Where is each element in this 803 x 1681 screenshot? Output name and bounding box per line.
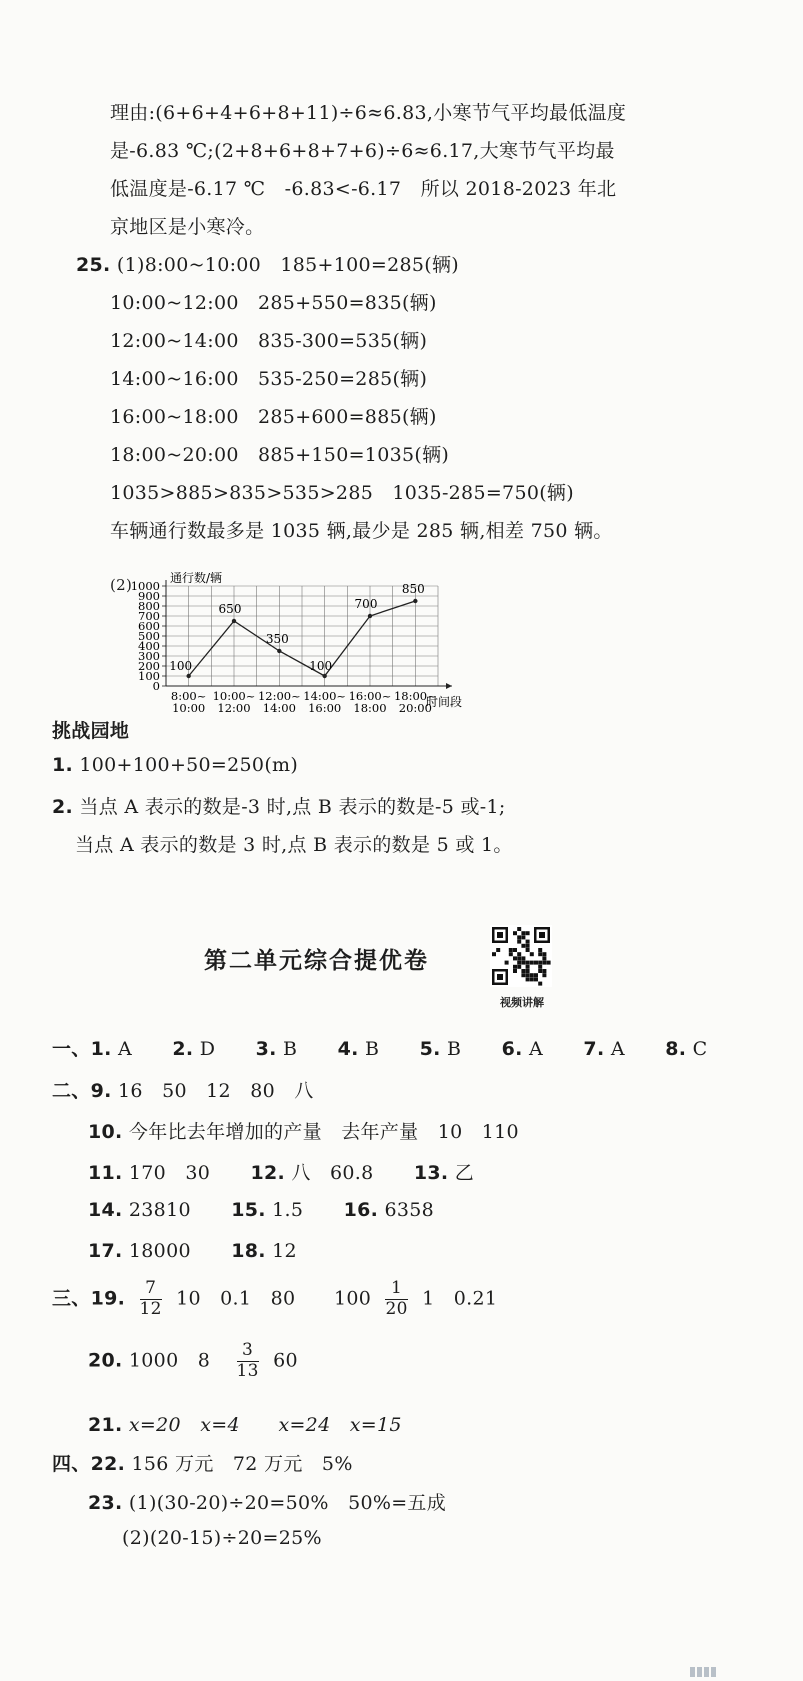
s3-q19-fraction-2: [385, 1280, 407, 1319]
s1-q4-number: 4.: [337, 1038, 359, 1060]
s1-q1-answer: A: [118, 1038, 133, 1060]
section-3-label: 三、: [52, 1287, 91, 1310]
data-label-3: 100: [309, 659, 333, 673]
x-tick-label-top-1: 10:00~: [212, 689, 256, 703]
y-tick-label-0: 0: [152, 679, 160, 693]
page-edge-marks: [690, 1662, 718, 1681]
challenge-q2: [52, 792, 506, 819]
s1-q3-number: 3.: [255, 1038, 277, 1060]
reason-line-4: 京地区是小寒冷。: [110, 216, 265, 238]
y-tick-label-400: 400: [138, 639, 160, 653]
chart-grid: [162, 586, 438, 686]
s3-q21: [88, 1410, 402, 1437]
s1-q4-answer: B: [365, 1038, 380, 1060]
data-label-2: 350: [265, 632, 289, 646]
x-tick-label-top-5: 18:00~: [393, 689, 437, 703]
q25-part-2: (2): [110, 576, 133, 594]
s2-q10-answer: 今年比去年增加的产量 去年产量 10 110: [128, 1121, 519, 1143]
qr-code-icon[interactable]: [490, 925, 552, 987]
s3-q21-answer: x=20 x=4 x=24 x=15: [128, 1414, 402, 1436]
s2-q9-answer: 16 50 12 80 八: [118, 1080, 314, 1102]
x-tick-label-bottom-2: 14:00: [262, 701, 296, 715]
data-label-0: 100: [169, 659, 193, 673]
s3-q20-pre: 1000 8: [128, 1349, 211, 1372]
s3-q20: [88, 1342, 298, 1381]
data-point-5: [413, 599, 417, 603]
challenge-q2-number: 2.: [52, 796, 74, 818]
section-4-label: 四、: [52, 1453, 91, 1475]
q25-row-1-text: (1)8:00~10:00 185+100=285(辆): [116, 254, 460, 276]
s3-q19-f1-denominator: 12: [139, 1298, 162, 1319]
s1-q3-answer: B: [283, 1038, 298, 1060]
s2-q11-13: [88, 1158, 474, 1185]
x-axis-arrow: [446, 683, 452, 689]
x-tick-label-top-0: 8:00~: [170, 689, 207, 703]
s3-q19-number: 19.: [90, 1287, 126, 1310]
q25-row-8: 车辆通行数最多是 1035 辆,最少是 285 辆,相差 750 辆。: [110, 520, 613, 542]
s2-q13-number: 13.: [413, 1162, 449, 1184]
q25-row-1: [76, 250, 459, 277]
y-tick-label-500: 500: [138, 629, 160, 643]
s2-q10-number: 10.: [88, 1121, 123, 1143]
s2-q17-number: 17.: [88, 1240, 123, 1262]
s1-q7-answer: A: [610, 1038, 625, 1060]
s2-q14-16: [88, 1199, 434, 1221]
q25-row-3: 12:00~14:00 835-300=535(辆): [110, 330, 428, 352]
section-1-label: 一、: [52, 1038, 91, 1060]
y-tick-label-700: 700: [138, 609, 160, 623]
s2-q11-answer: 170 30: [128, 1162, 211, 1184]
s4-q22-number: 22.: [90, 1453, 126, 1475]
challenge-q2-text-a: 当点 A 表示的数是-3 时,点 B 表示的数是-5 或-1;: [79, 796, 506, 818]
x-tick-label-bottom-3: 16:00: [308, 701, 342, 715]
q25-row-4: 14:00~16:00 535-250=285(辆): [110, 368, 428, 390]
s2-q10: [88, 1117, 519, 1144]
chart-x-label: 时间段: [426, 695, 463, 709]
s1-q1-number: 1.: [90, 1038, 112, 1060]
challenge-heading: 挑战园地: [52, 720, 130, 742]
s2-q14-answer: 23810: [128, 1199, 191, 1221]
x-tick-label-bottom-0: 10:00: [172, 701, 206, 715]
s2-q17-18: [88, 1240, 297, 1262]
s3-q20-numerator: 3: [242, 1340, 254, 1360]
chart-data-labels: [169, 582, 425, 673]
s4-q22: [52, 1449, 353, 1476]
s1-q8-answer: C: [692, 1038, 708, 1060]
challenge-q1: [52, 754, 298, 776]
s2-q9-number: 9.: [90, 1080, 112, 1102]
s3-q19-f2-numerator: 1: [391, 1278, 403, 1298]
traffic-line-chart: [108, 572, 488, 742]
chart-y-ticks: [131, 579, 160, 693]
chart-y-label: 通行数/辆: [170, 572, 223, 585]
s2-q9: [52, 1076, 314, 1103]
s2-q16-number: 16.: [343, 1199, 379, 1221]
data-point-0: [186, 674, 190, 678]
data-point-3: [322, 674, 326, 678]
y-tick-label-800: 800: [138, 599, 160, 613]
s2-q17-answer: 18000: [128, 1240, 191, 1262]
s3-q19-fraction-1: [140, 1280, 162, 1319]
data-label-5: 850: [401, 582, 425, 596]
s3-q19-f1-numerator: 7: [145, 1278, 157, 1298]
s1-q2-answer: D: [199, 1038, 216, 1060]
s2-q15-answer: 1.5: [272, 1199, 304, 1221]
y-tick-label-200: 200: [138, 659, 160, 673]
y-tick-label-300: 300: [138, 649, 160, 663]
s3-q20-end: 60: [273, 1349, 298, 1372]
s2-q11-number: 11.: [88, 1162, 123, 1184]
challenge-q1-number: 1.: [52, 754, 74, 776]
y-tick-label-600: 600: [138, 619, 160, 633]
s2-q13-answer: 乙: [454, 1162, 475, 1184]
reason-line-3: 低温度是-6.17 ℃ -6.83<-6.17 所以 2018-2023 年北: [110, 178, 617, 200]
s1-q6-number: 6.: [501, 1038, 523, 1060]
reason-line-1: 理由:(6+6+4+6+8+11)÷6≈6.83,小寒节气平均最低温度: [110, 102, 627, 124]
data-label-4: 700: [354, 597, 378, 611]
challenge-q1-text: 100+100+50=250(m): [79, 754, 299, 776]
data-point-2: [277, 649, 281, 653]
s1-q2-number: 2.: [172, 1038, 194, 1060]
q25-row-5: 16:00~18:00 285+600=885(辆): [110, 406, 437, 428]
reason-line-2: 是-6.83 ℃;(2+8+6+8+7+6)÷6≈6.17,大寒节气平均最: [110, 140, 615, 162]
s2-q12-answer: 八 60.8: [291, 1162, 374, 1184]
s4-q23-part-1-text: (1)(30-20)÷20=50% 50%=五成: [128, 1492, 447, 1514]
s1-q6-answer: A: [529, 1038, 544, 1060]
challenge-q2-line-b: 当点 A 表示的数是 3 时,点 B 表示的数是 5 或 1。: [75, 834, 513, 856]
s1-q7-number: 7.: [583, 1038, 605, 1060]
q25-row-6: 18:00~20:00 885+150=1035(辆): [110, 444, 450, 466]
s4-q23-number: 23.: [88, 1492, 123, 1514]
s4-q23-part-1: [88, 1488, 446, 1515]
s3-q19: [52, 1280, 497, 1319]
unit-title: 第二单元综合提优卷: [204, 948, 429, 974]
s2-q12-number: 12.: [250, 1162, 286, 1184]
s2-q14-number: 14.: [88, 1199, 123, 1221]
q25-number: 25.: [76, 254, 111, 276]
s3-q20-number: 20.: [88, 1349, 123, 1372]
y-tick-label-900: 900: [138, 589, 160, 603]
x-tick-label-bottom-4: 18:00: [353, 701, 387, 715]
q25-row-2: 10:00~12:00 285+550=835(辆): [110, 292, 437, 314]
section-1: [52, 1034, 707, 1061]
x-tick-label-top-2: 12:00~: [257, 689, 301, 703]
s3-q20-fraction: [237, 1342, 259, 1381]
chart-x-ticks: [171, 689, 437, 715]
s3-q19-end: 1 0.21: [422, 1287, 498, 1310]
s3-q21-number: 21.: [88, 1414, 123, 1436]
s2-q18-number: 18.: [231, 1240, 266, 1262]
s3-q19-middle: 10 0.1 80 100: [176, 1287, 372, 1310]
s1-q5-number: 5.: [419, 1038, 441, 1060]
s4-q22-answer: 156 万元 72 万元 5%: [131, 1453, 353, 1475]
s3-q20-denominator: 13: [236, 1360, 259, 1381]
y-tick-label-100: 100: [138, 669, 160, 683]
s3-q19-f2-denominator: 20: [385, 1298, 408, 1319]
x-tick-label-top-4: 16:00~: [348, 689, 392, 703]
x-tick-label-bottom-1: 12:00: [217, 701, 251, 715]
s2-q15-number: 15.: [231, 1199, 266, 1221]
data-point-4: [368, 614, 372, 618]
s2-q16-answer: 6358: [384, 1199, 435, 1221]
x-tick-label-top-3: 14:00~: [303, 689, 347, 703]
q25-row-7: 1035>885>835>535>285 1035-285=750(辆): [110, 482, 574, 504]
s1-q5-answer: B: [447, 1038, 462, 1060]
x-tick-label-bottom-5: 20:00: [398, 701, 432, 715]
s1-q8-number: 8.: [665, 1038, 687, 1060]
data-point-1: [232, 619, 236, 623]
s2-q18-answer: 12: [272, 1240, 297, 1262]
section-2-label: 二、: [52, 1080, 91, 1102]
data-label-1: 650: [218, 602, 242, 616]
s4-q23-part-2: (2)(20-15)÷20=25%: [122, 1527, 322, 1549]
qr-caption: 视频讲解: [500, 996, 544, 1009]
y-tick-label-1000: 1000: [130, 579, 160, 593]
